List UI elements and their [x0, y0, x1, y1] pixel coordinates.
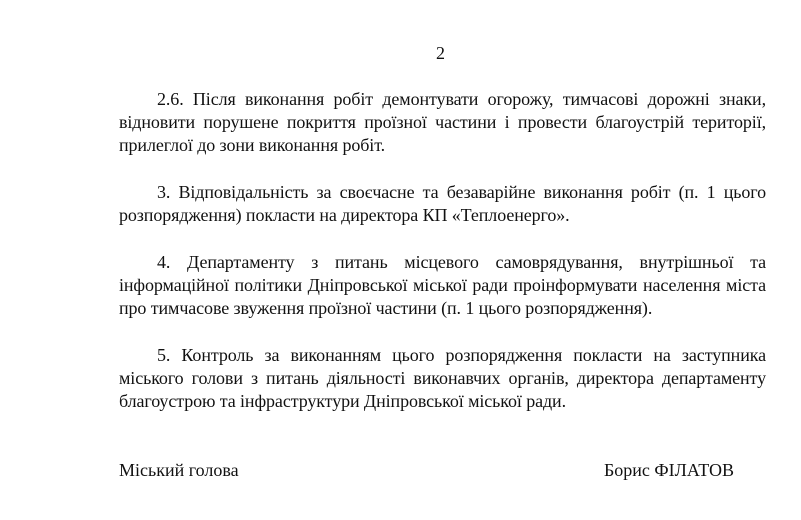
page-number: 2: [436, 43, 445, 63]
paragraph-5: 5. Контроль за виконанням цього розпорядження покласти на заступника міського голови з питань діяльності виконавчих органів, директора департаменту благоустрою та інфраструктури Дніпровської міської ради.: [119, 345, 766, 411]
paragraph-4: 4. Департаменту з питань місцевого самоврядування, внутрішньої та інформаційної політики Дніпровської міської ради проінформувати населення міста про тимчасове звуження проїзної частини (п. 1 цього розпорядження).: [119, 252, 766, 318]
signatory-title: Міський голова: [119, 460, 239, 480]
signatory-name: Борис ФІЛАТОВ: [603, 460, 734, 480]
document-body: [119, 88, 766, 435]
paragraph-2-6: 2.6. Після виконання робіт демонтувати огорожу, тимчасові дорожні знаки, відновити порушене покриття проїзної частини і провести благоустрій території, прилеглої до зони виконання робіт.: [119, 89, 766, 155]
signature-block: [119, 459, 734, 481]
paragraph-3: 3. Відповідальність за своєчасне та безаварійне виконання робіт (п. 1 цього розпорядження) покласти на директора КП «Теплоенерго».: [119, 182, 766, 225]
